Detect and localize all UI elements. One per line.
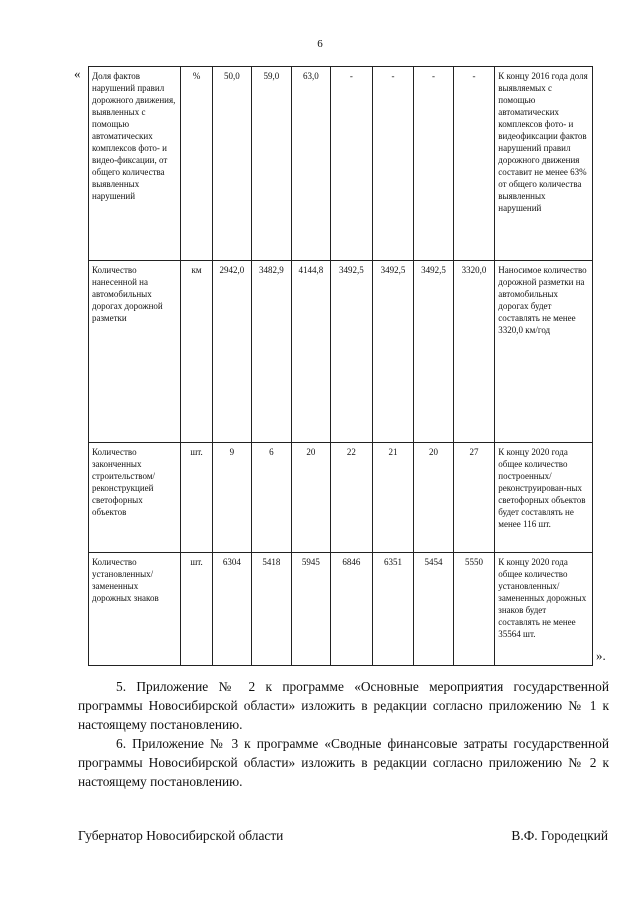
value-cell: 6304 bbox=[212, 553, 251, 666]
value-cell: 3492,5 bbox=[331, 261, 373, 443]
table-row bbox=[89, 67, 593, 261]
value-cell: 3482,9 bbox=[252, 261, 291, 443]
value-cell: 5550 bbox=[453, 553, 495, 666]
note-cell: К концу 2020 года общее количество построенных/ реконструирован-ных светофорных объектов будет составлять не менее 116 шт. bbox=[495, 443, 593, 553]
value-cell: 3492,5 bbox=[372, 261, 414, 443]
unit-cell: % bbox=[181, 67, 212, 261]
paragraph-5: 5. Приложение № 2 к программе «Основные мероприятия государственной программы Новосибирской области» изложить в редакции согласно приложению № 1 к настоящему постановлению. bbox=[78, 679, 609, 732]
value-cell: 6846 bbox=[331, 553, 373, 666]
unit-cell: шт. bbox=[181, 553, 212, 666]
value-cell: 6 bbox=[252, 443, 291, 553]
note-cell: К концу 2016 года доля выявляемых с помощью автоматических комплексов фото- и видеофиксации фактов нарушений правил дорожного движения составит не менее 63% от общего количества выявленных нарушений bbox=[495, 67, 593, 261]
indicator-name: Количество законченных строительством/ реконструкцией светофорных объектов bbox=[89, 443, 181, 553]
value-cell: 20 bbox=[291, 443, 330, 553]
signature-name: В.Ф. Городецкий bbox=[511, 828, 608, 843]
value-cell: 5454 bbox=[414, 553, 453, 666]
opening-quote: « bbox=[74, 66, 81, 81]
value-cell: 50,0 bbox=[212, 67, 251, 261]
value-cell: 5418 bbox=[252, 553, 291, 666]
value-cell: 21 bbox=[372, 443, 414, 553]
table-row bbox=[89, 261, 593, 443]
value-cell: 3320,0 bbox=[453, 261, 495, 443]
unit-cell: км bbox=[181, 261, 212, 443]
value-cell: - bbox=[331, 67, 373, 261]
indicator-name: Количество нанесенной на автомобильных дорогах дорожной разметки bbox=[89, 261, 181, 443]
value-cell: 5945 bbox=[291, 553, 330, 666]
table-row bbox=[89, 553, 593, 666]
table-row bbox=[89, 443, 593, 553]
value-cell: 3492,5 bbox=[414, 261, 453, 443]
value-cell: - bbox=[414, 67, 453, 261]
page-number: 6 bbox=[317, 38, 323, 50]
unit-cell: шт. bbox=[181, 443, 212, 553]
value-cell: 9 bbox=[212, 443, 251, 553]
value-cell: 6351 bbox=[372, 553, 414, 666]
value-cell: - bbox=[453, 67, 495, 261]
value-cell: 63,0 bbox=[291, 67, 330, 261]
value-cell: 27 bbox=[453, 443, 495, 553]
value-cell: 2942,0 bbox=[212, 261, 251, 443]
indicators-table bbox=[88, 66, 593, 666]
value-cell: - bbox=[372, 67, 414, 261]
note-cell: К концу 2020 года общее количество установленных/ замененных дорожных знаков будет составлять не менее 35564 шт. bbox=[495, 553, 593, 666]
value-cell: 4144,8 bbox=[291, 261, 330, 443]
paragraph-6: 6. Приложение № 3 к программе «Сводные финансовые затраты государственной программы Новосибирской области» изложить в редакции согласно приложению № 2 к настоящему постановлению. bbox=[78, 736, 609, 789]
closing-quote: ». bbox=[596, 648, 606, 663]
indicator-name: Количество установленных/ замененных дорожных знаков bbox=[89, 553, 181, 666]
value-cell: 59,0 bbox=[252, 67, 291, 261]
signature-title: Губернатор Новосибирской области bbox=[78, 828, 284, 843]
indicator-name: Доля фактов нарушений правил дорожного движения, выявленных с помощью автоматических комплексов фото- и видео-фиксации, от общего количества выявленных нарушений bbox=[89, 67, 181, 261]
value-cell: 20 bbox=[414, 443, 453, 553]
note-cell: Наносимое количество дорожной разметки на автомобильных дорогах будет составлять не менее 3320,0 км/год bbox=[495, 261, 593, 443]
value-cell: 22 bbox=[331, 443, 373, 553]
